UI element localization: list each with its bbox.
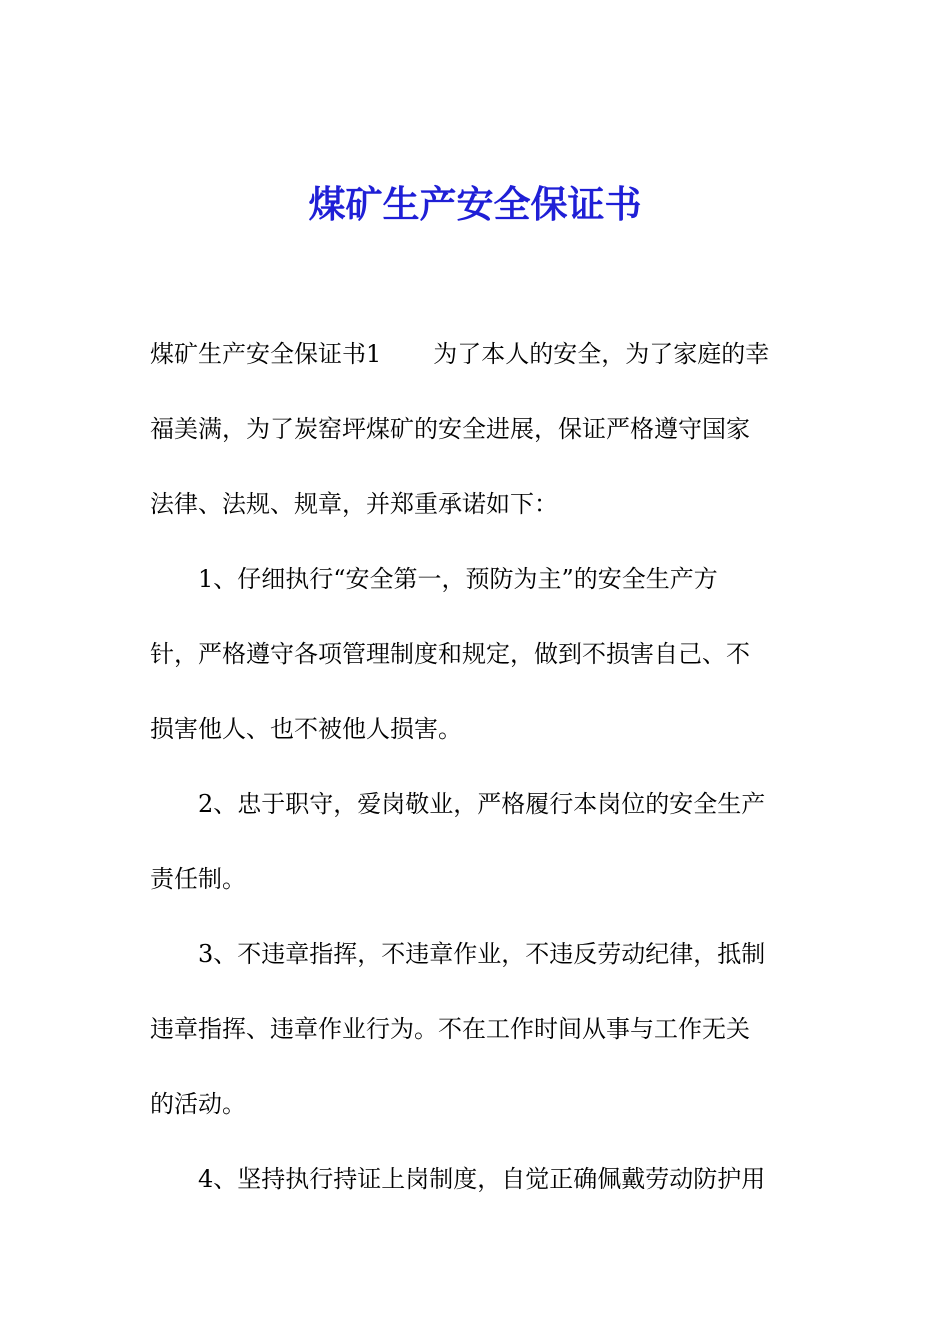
item-1-paragraph xyxy=(150,561,810,786)
item-3-line-1: 3、不违章指挥，不违章作业，不违反劳动纪律，抵制 xyxy=(198,940,766,968)
intro-paragraph xyxy=(150,336,810,561)
item-2-line-1: 2、忠于职守，爱岗敬业，严格履行本岗位的安全生产 xyxy=(198,790,766,818)
item-2-paragraph xyxy=(150,786,810,936)
item-1-line-2: 针，严格遵守各项管理制度和规定，做到不损害自己、不 xyxy=(150,640,750,668)
intro-line-2: 福美满，为了炭窑坪煤矿的安全进展，保证严格遵守国家 xyxy=(150,415,750,443)
item-4-line-1: 4、坚持执行持证上岗制度，自觉正确佩戴劳动防护用 xyxy=(198,1165,766,1193)
item-2-line-2: 责任制。 xyxy=(150,865,246,893)
item-3-paragraph xyxy=(150,936,810,1161)
intro-line-3: 法律、法规、规章，并郑重承诺如下： xyxy=(150,490,558,518)
intro-heading: 煤矿生产安全保证书1 xyxy=(150,340,382,368)
item-3-line-3: 的活动。 xyxy=(150,1090,246,1118)
document-title: 煤矿生产安全保证书 xyxy=(308,182,642,226)
item-4-paragraph xyxy=(150,1161,810,1236)
item-1-line-1: 1、仔细执行“安全第一，预防为主”的安全生产方 xyxy=(198,565,718,593)
intro-text-1: 为了本人的安全，为了家庭的幸 xyxy=(433,340,770,368)
intro-line-1 xyxy=(150,336,810,411)
item-1-line-3: 损害他人、也不被他人损害。 xyxy=(150,715,462,743)
item-3-line-2: 违章指挥、违章作业行为。不在工作时间从事与工作无关 xyxy=(150,1015,750,1043)
document-body xyxy=(150,336,810,1236)
